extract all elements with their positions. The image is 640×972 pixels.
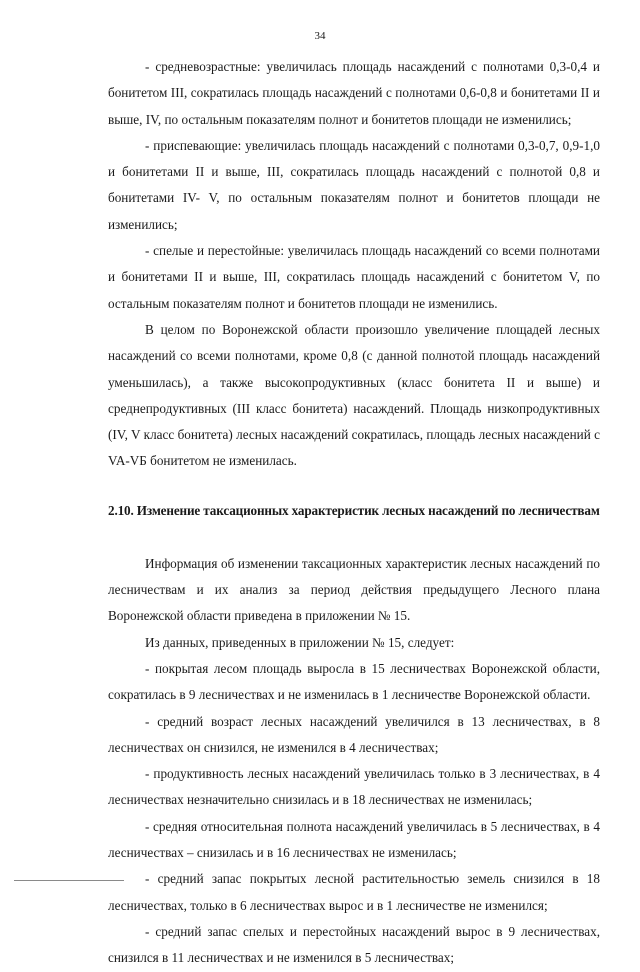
paragraph-follows: Из данных, приведенных в приложении № 15, следует: [145, 634, 455, 650]
section-heading: 2.10. Изменение таксационных характеристик лесных насаждений по лесничествам [108, 502, 600, 518]
paragraph-mature-overmature: - спелые и перестойные: увеличилась площадь насаждений со всеми полнотами и бонитетами II и выше, III, сократилась площадь насаждений с бонитетом V, по остальным показателям полнот и бонитетов площади не изменились. [108, 243, 600, 311]
list-item-average-age: - средний возраст лесных насаждений увеличился в 13 лесничествах, в 8 лесничествах он снизился, не изменился в 4 лесничествах; [108, 713, 600, 755]
list-item-productivity: - продуктивность лесных насаждений увеличилась только в 3 лесничествах, в 4 лесничествах незначительно снизилась и в 18 лесничествах не изменилась; [108, 766, 600, 808]
document-body [108, 54, 600, 972]
paragraph-intro: Информация об изменении таксационных характеристик лесных насаждений по лесничествам и их анализ за период действия предыдущего Лесного плана Воронежской области приведена в приложении № 15. [108, 555, 600, 624]
footer-divider [14, 880, 124, 881]
list-item-average-stock: - средний запас покрытых лесной растительностью земель снизился в 18 лесничествах, только в 6 лесничествах вырос и в 1 лесничестве не изменился; [108, 871, 600, 913]
list-item-density: - средняя относительная полнота насаждений увеличилась в 5 лесничествах, в 4 лесничествах – снизилась и в 16 лесничествах не изменилась; [108, 818, 600, 861]
list-item-forest-area: - покрытая лесом площадь выросла в 15 лесничествах Воронежской области, сократилась в 9 лесничествах и не изменилась в 1 лесничестве Воронежской области. [108, 660, 600, 703]
page-number: 34 [314, 30, 326, 42]
paragraph-maturing: - приспевающие: увеличилась площадь насаждений с полнотами 0,3-0,7, 0,9-1,0 и бонитетами II и выше, III, сократилась площадь насаждений с полнотой 0,8 и бонитетами IV- V, по остальным показателям полнот и бонитетов площади не изменились; [108, 137, 600, 232]
paragraph-region-summary: В целом по Воронежской области произошло увеличение площадей лесных насаждений со всеми полнотами, кроме 0,8 (с данной полнотой площадь насаждений уменьшилась), а также высокопродуктивных (класс бонитета II и выше) и среднепродуктивных (III класс бонитета) насаждений. Площадь низкопродуктивных (IV, V класс бонитета) лесных насаждений сократилась, площадь лесных насаждений с VA-VБ бонитетом не изменилась. [108, 321, 600, 469]
list-item-mature-stock: - средний запас спелых и перестойных насаждений вырос в 9 лесничествах, снизился в 11 лесничествах и не изменился в 5 лесничествах; [108, 923, 600, 966]
paragraph-middle-aged: - средневозрастные: увеличилась площадь насаждений с полнотами 0,3-0,4 и бонитетом III, сократилась площадь насаждений с полнотами 0,6-0,8 и бонитетами II и выше, IV, по остальным показателям полнот и бонитетов площади не изменились; [108, 59, 600, 127]
